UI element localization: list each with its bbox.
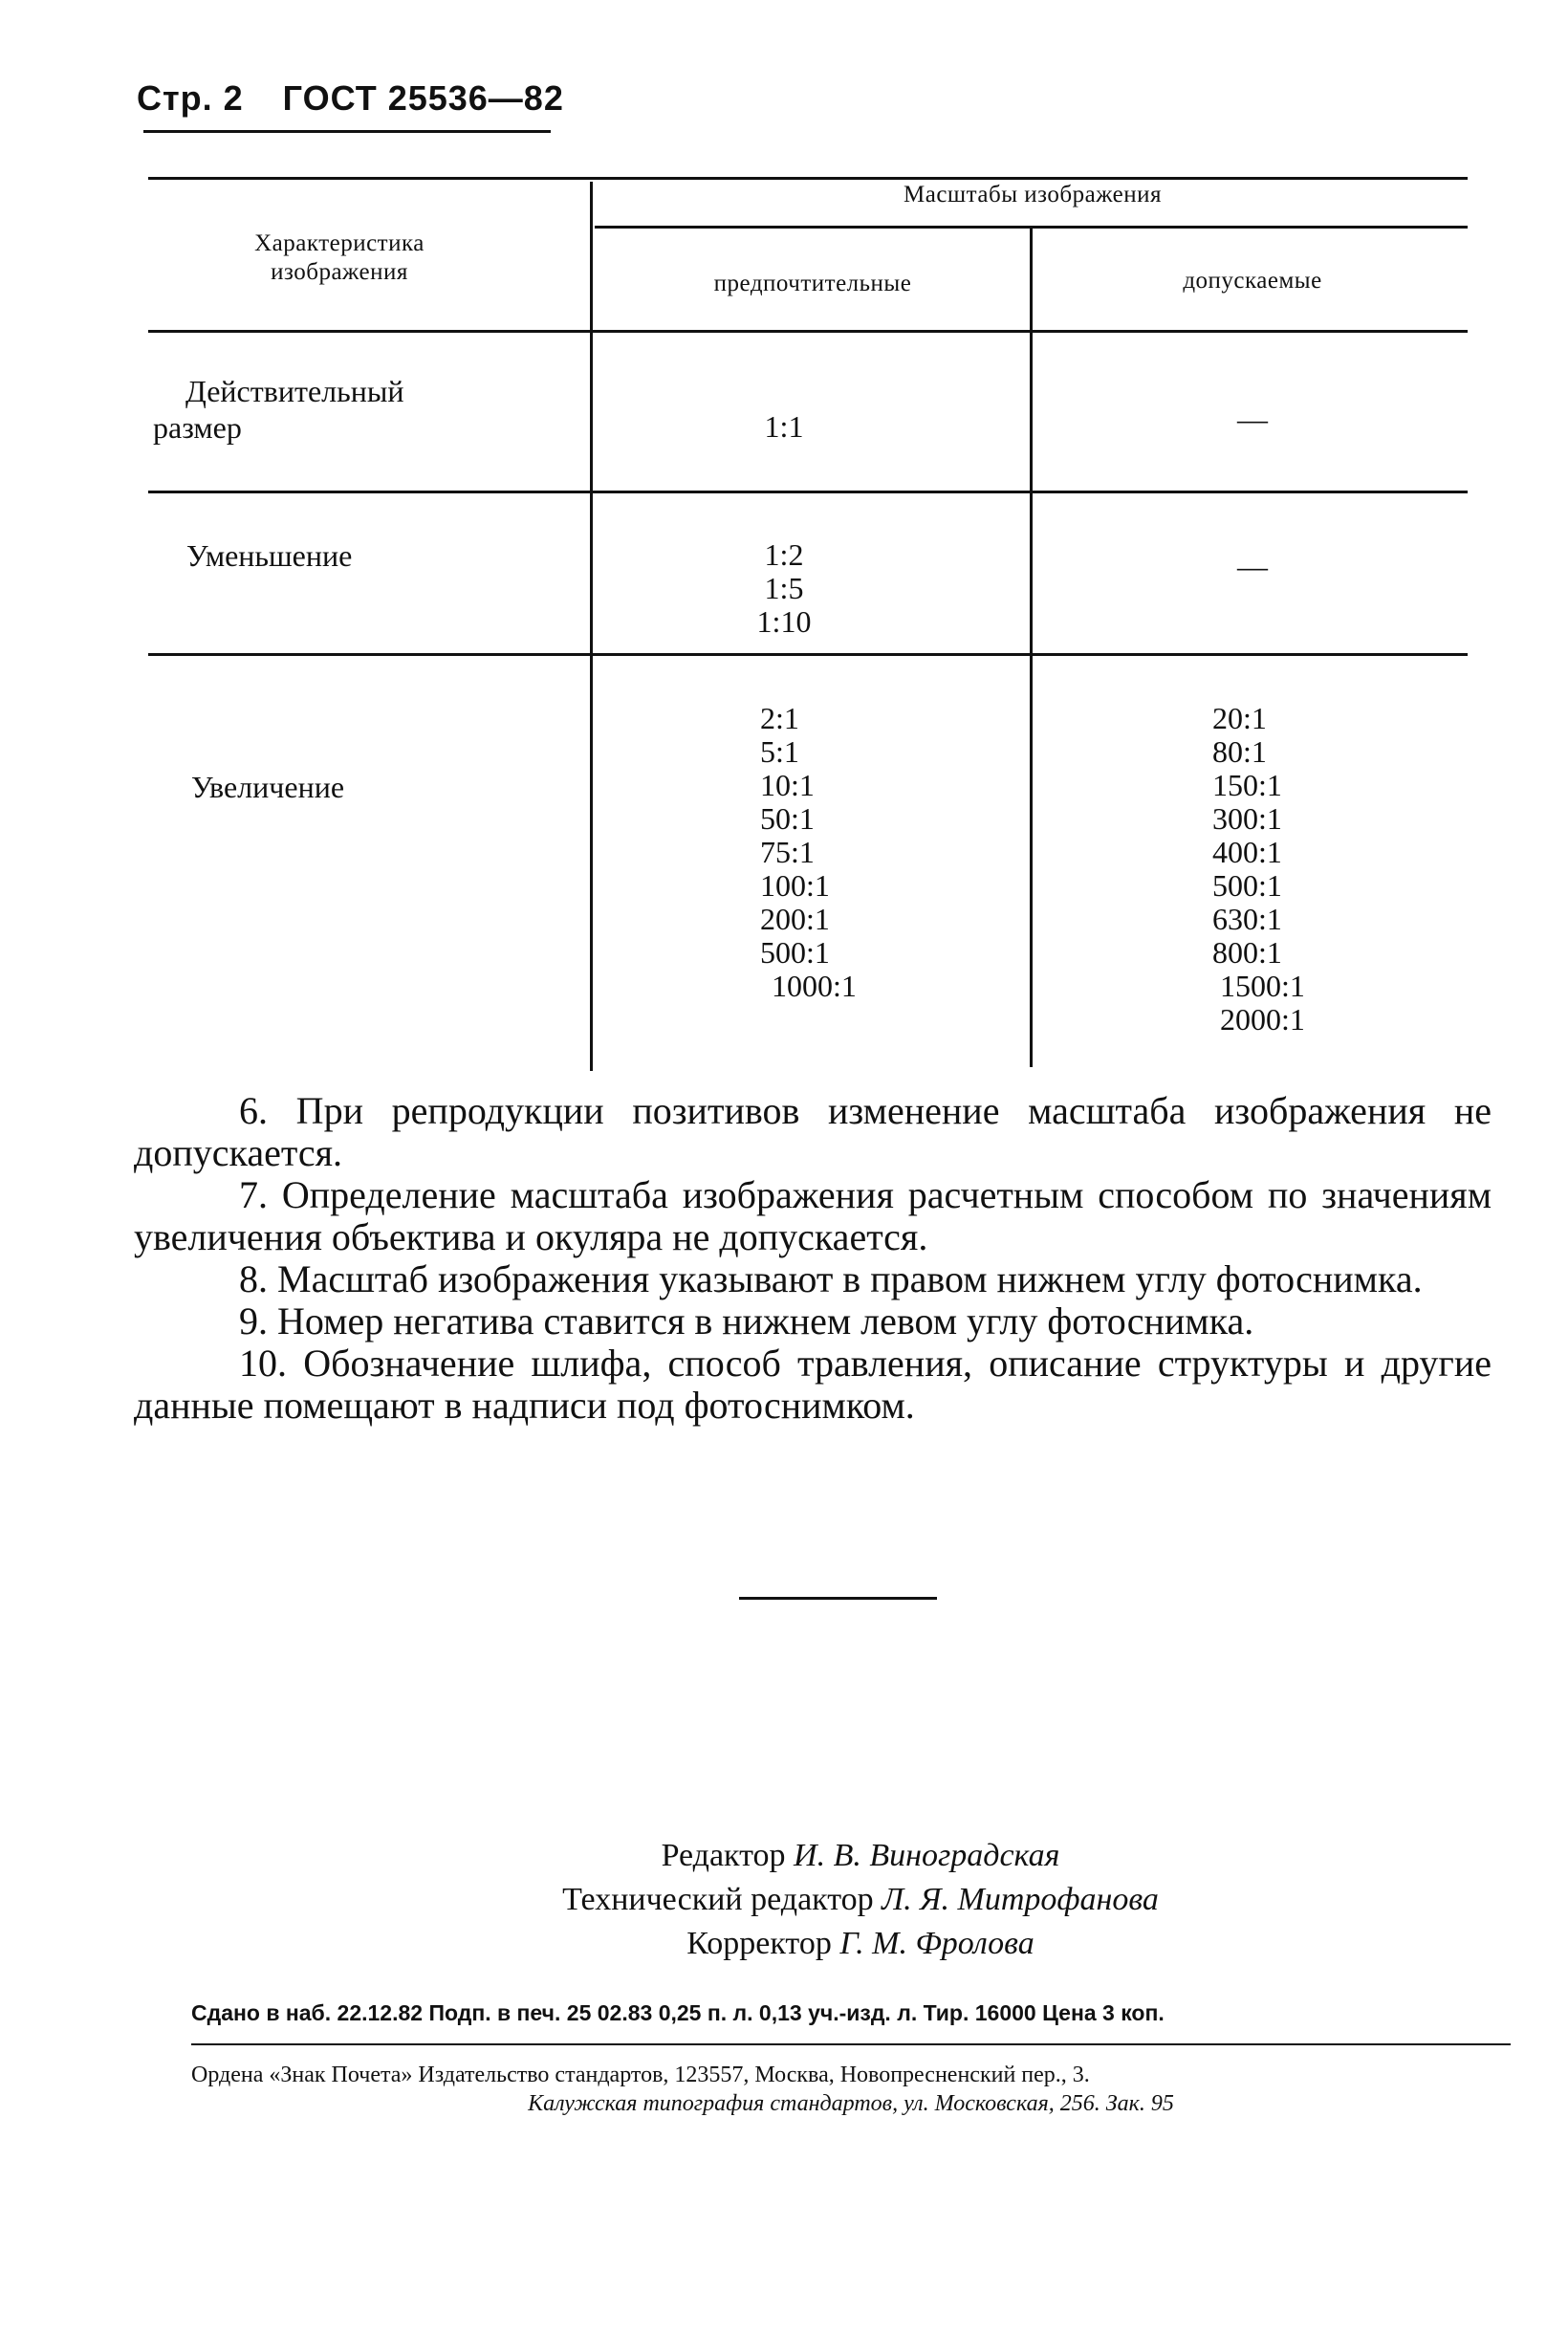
publisher-line-2: Калужская типография стандартов, ул. Московская, 256. Зак. 95	[528, 2091, 1174, 2116]
row3-preferred	[760, 702, 1009, 1003]
value: 100:1	[760, 868, 830, 903]
row2-bottom-rule	[148, 653, 1468, 656]
value: 5:1	[760, 734, 799, 769]
row1-characteristic: Действительный размер	[153, 374, 404, 445]
header-preferred: предпочтительные	[713, 271, 912, 296]
value: —	[1237, 402, 1268, 436]
row2-characteristic: Уменьшение	[186, 538, 353, 573]
value: 80:1	[1212, 734, 1267, 769]
row2-preferred	[602, 538, 966, 639]
value: 630:1	[1212, 902, 1282, 936]
corrector-line	[478, 1922, 1243, 1966]
page-label: Стр. 2	[137, 78, 244, 118]
value: 300:1	[1212, 801, 1282, 836]
value: 1:5	[764, 571, 804, 605]
corrector-role: Корректор	[686, 1926, 832, 1961]
value: 500:1	[760, 935, 830, 970]
editor-line	[478, 1834, 1243, 1878]
row1-bottom-rule	[148, 491, 1468, 493]
tech-editor-line	[478, 1878, 1243, 1922]
value: 10:1	[760, 768, 815, 802]
value: 1500:1	[1220, 969, 1305, 1003]
value: 1000:1	[772, 969, 857, 1003]
publisher-info	[191, 2061, 1511, 2118]
paragraph-8: 8. Масштаб изображения указывают в правом нижнем углу фотоснимка.	[239, 1257, 1423, 1300]
imprint-rule	[191, 2043, 1511, 2045]
tech-editor-name: Л. Я. Митрофанова	[882, 1882, 1159, 1917]
value: 500:1	[1212, 868, 1282, 903]
header-bottom-rule	[148, 330, 1468, 333]
editor-role: Редактор	[661, 1838, 786, 1873]
value: 1:10	[756, 604, 812, 639]
imprint-line: Сдано в наб. 22.12.82 Подп. в печ. 25 02.83 0,25 п. л. 0,13 уч.-изд. л. Тир. 16000 Цена 3 коп.	[191, 2000, 1165, 2025]
publisher-line-1: Ордена «Знак Почета» Издательство стандартов, 123557, Москва, Новопресненский пер., 3.	[191, 2063, 1090, 2087]
header-characteristic: Характеристика изображения	[254, 230, 425, 285]
header-scales: Масштабы изображения	[904, 182, 1162, 207]
row3-characteristic: Увеличение	[191, 770, 345, 804]
tech-editor-role: Технический редактор	[562, 1882, 874, 1917]
value: 75:1	[760, 835, 815, 869]
value: 2000:1	[1220, 1002, 1305, 1037]
value: 150:1	[1212, 768, 1282, 802]
credits	[478, 1834, 1243, 1966]
value: 1:2	[764, 537, 804, 572]
row3-allowed	[1212, 702, 1461, 1037]
page-header	[137, 78, 564, 119]
editor-name: И. В. Виноградская	[794, 1838, 1060, 1873]
value: 1:1	[764, 409, 804, 444]
row2-allowed	[1042, 550, 1463, 583]
paragraph-7: 7. Определение масштаба изображения расчетным способом по значениям увеличения объектива и окуляра не допускается.	[134, 1173, 1492, 1258]
value: 200:1	[760, 902, 830, 936]
corrector-name: Г. М. Фролова	[839, 1926, 1034, 1961]
value: 2:1	[760, 701, 799, 735]
value: —	[1237, 549, 1268, 583]
section-divider	[739, 1597, 937, 1600]
value: 50:1	[760, 801, 815, 836]
header-rule	[143, 130, 551, 133]
header-allowed: допускаемые	[1183, 268, 1322, 294]
row1-preferred	[602, 410, 966, 444]
paragraph-9: 9. Номер негатива ставится в нижнем левом углу фотоснимка.	[239, 1299, 1254, 1343]
value: 400:1	[1212, 835, 1282, 869]
standard-number: ГОСТ 25536—82	[282, 78, 564, 118]
body-text	[134, 1089, 1492, 1427]
value: 20:1	[1212, 701, 1267, 735]
col2-divider	[1030, 226, 1033, 1067]
paragraph-10: 10. Обозначение шлифа, способ травления, описание структуры и другие данные помещают в надписи под фотоснимком.	[134, 1342, 1492, 1427]
col1-divider	[590, 182, 593, 1071]
row1-allowed	[1042, 403, 1463, 436]
value: 800:1	[1212, 935, 1282, 970]
paragraph-6: 6. При репродукции позитивов изменение масштаба изображения не допускается.	[134, 1089, 1492, 1174]
